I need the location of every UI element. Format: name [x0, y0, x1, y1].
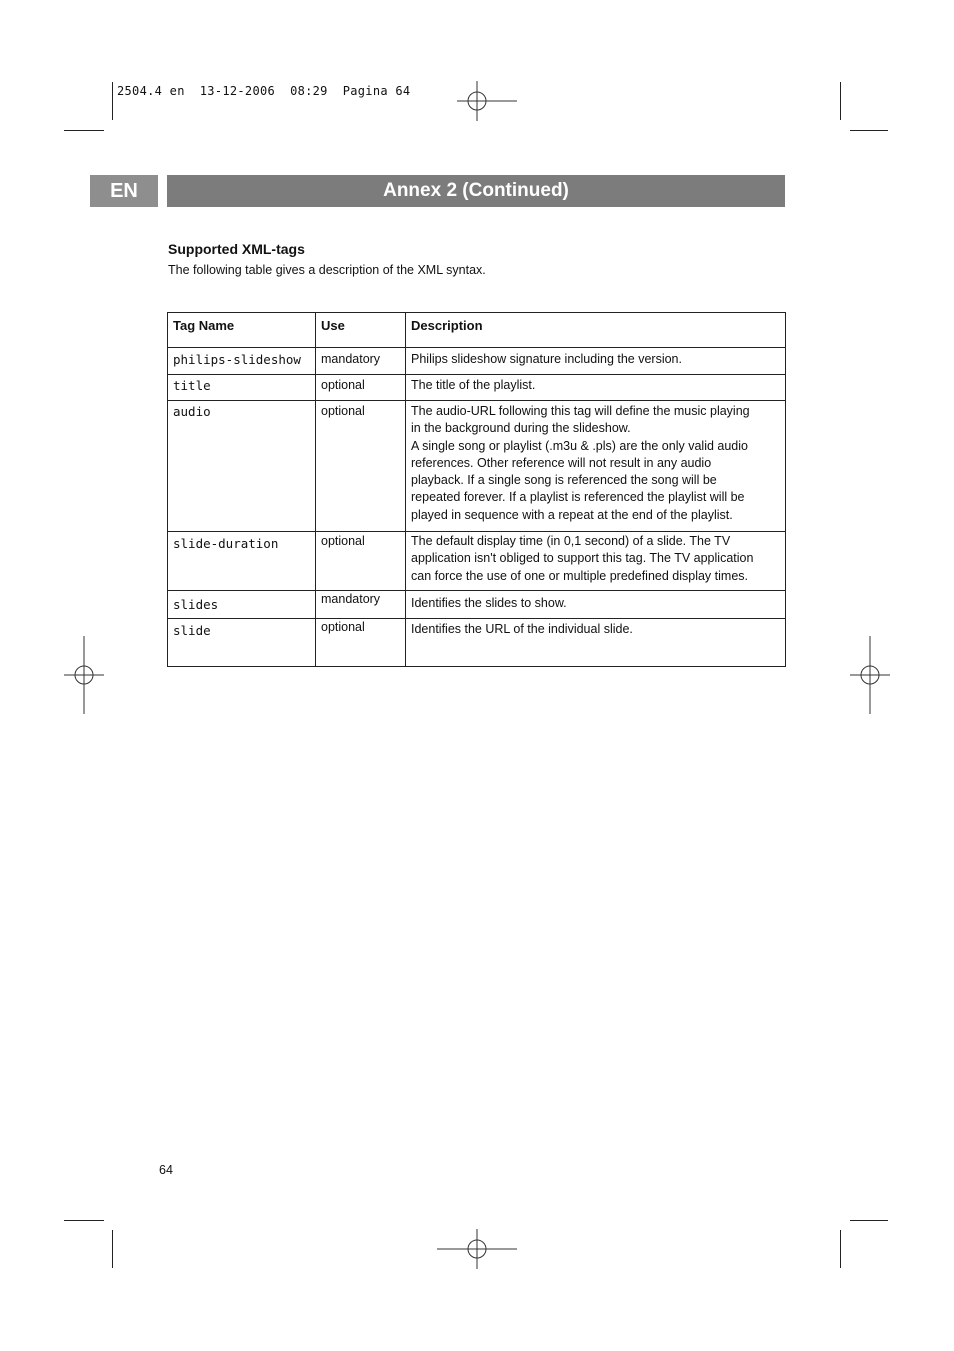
crop-mark [64, 1220, 104, 1221]
printer-slug: 2504.4 en 13-12-2006 08:29 Pagina 64 [117, 84, 411, 98]
table-row [168, 401, 786, 532]
crop-mark [840, 1230, 841, 1268]
registration-mark-icon [850, 636, 890, 714]
use-cell: mandatory [316, 591, 406, 619]
table-row [168, 591, 786, 619]
registration-mark-icon [64, 636, 104, 714]
description-line: The audio-URL following this tag will define the music playing [411, 404, 750, 418]
use-cell: optional [316, 619, 406, 667]
table-row [168, 619, 786, 667]
description-line: repeated forever. If a playlist is referenced the playlist will be [411, 490, 745, 505]
tag-name-cell: slide [168, 619, 316, 667]
table-row [168, 348, 786, 375]
description-cell [406, 532, 786, 591]
xml-tags-table [167, 312, 786, 667]
description-line: The title of the playlist. [411, 378, 536, 392]
description-line: Identifies the slides to show. [411, 596, 567, 610]
description-cell [406, 375, 786, 401]
description-cell [406, 401, 786, 532]
description-cell [406, 591, 786, 619]
description-line: references. Other reference will not result in any audio [411, 455, 712, 470]
description-line: Philips slideshow signature including the version. [411, 352, 682, 366]
registration-mark-icon [457, 81, 517, 121]
crop-mark [112, 82, 113, 120]
description-line: played in sequence with a repeat at the end of the playlist. [411, 507, 733, 522]
use-cell: optional [316, 532, 406, 591]
description-line: can force the use of one or multiple predefined display times. [411, 568, 748, 583]
tag-name-cell: audio [168, 401, 316, 532]
crop-mark [840, 82, 841, 120]
description-line: Identifies the URL of the individual slide. [411, 622, 633, 636]
description-line: application isn't obliged to support this tag. The TV application [411, 551, 754, 566]
crop-mark [850, 1220, 888, 1221]
table-row [168, 375, 786, 401]
crop-mark [850, 130, 888, 131]
column-header-description: Description [406, 313, 786, 348]
description-cell [406, 348, 786, 375]
column-header-use: Use [316, 313, 406, 348]
description-cell [406, 619, 786, 667]
section-intro: The following table gives a description of the XML syntax. [168, 263, 486, 277]
tag-name-cell: title [168, 375, 316, 401]
crop-mark [64, 130, 104, 131]
tag-name-cell: philips-slideshow [168, 348, 316, 375]
use-cell: optional [316, 401, 406, 532]
tag-name-cell: slide-duration [168, 532, 316, 591]
use-cell: optional [316, 375, 406, 401]
section-title: Supported XML-tags [168, 241, 305, 257]
description-line: A single song or playlist (.m3u & .pls) are the only valid audio [411, 438, 748, 453]
description-line: The default display time (in 0,1 second) of a slide. The TV [411, 534, 731, 548]
use-cell: mandatory [316, 348, 406, 375]
language-tag: EN [90, 175, 158, 207]
column-header-tag-name: Tag Name [168, 313, 316, 348]
description-line: playback. If a single song is referenced the song will be [411, 473, 717, 488]
page-number: 64 [159, 1163, 173, 1177]
registration-mark-icon [437, 1229, 517, 1269]
page-title: Annex 2 (Continued) [167, 175, 785, 207]
table-row [168, 532, 786, 591]
table-header-row [168, 313, 786, 348]
crop-mark [112, 1230, 113, 1268]
tag-name-cell: slides [168, 591, 316, 619]
description-line: in the background during the slideshow. [411, 421, 631, 436]
